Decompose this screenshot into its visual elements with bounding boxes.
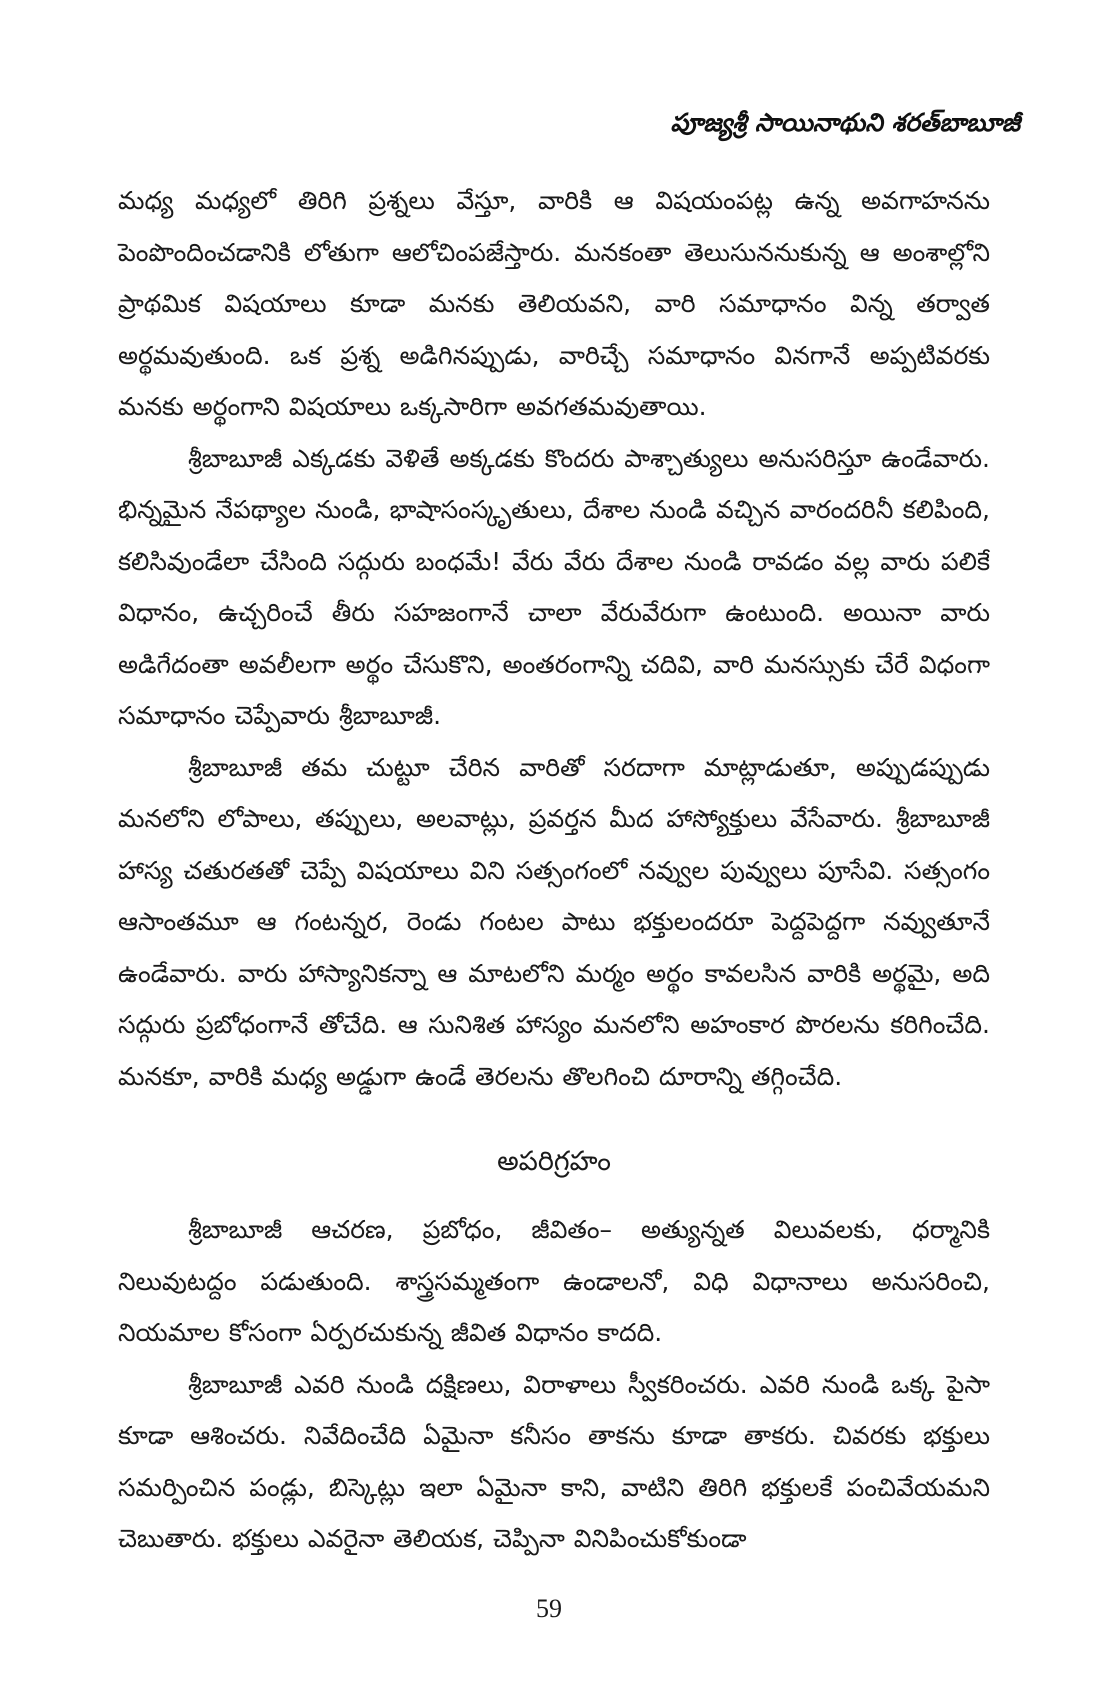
- paragraph: శ్రీబాబూజీ తమ చుట్టూ చేరిన వారితో సరదాగా మాట్లాడుతూ, అప్పుడప్పుడు మనలోని లోపాలు, తప్పులు, అలవాట్లు, ప్రవర్తన మీద హాస్యోక్తులు వేసేవారు. శ్రీబాబూజీ హాస్య చతురతతో చెప్పే విషయాలు విని సత్సంగంలో నవ్వుల పువ్వులు పూసేవి. సత్సంగం ఆసాంతమూ ఆ గంటన్నర, రెండు గంటల పాటు భక్తులందరూ పెద్దపెద్దగా నవ్వుతూనే ఉండేవారు. వారు హాస్యానికన్నా ఆ మాటలోని మర్మం అర్థం కావలసిన వారికి అర్థమై, అది సద్గురు ప్రబోధంగానే తోచేది. ఆ సునిశిత హాస్యం మనలోని అహంకార పొరలను కరిగించేది. మనకూ, వారికి మధ్య అడ్డుగా ఉండే తెరలను తొలగించి దూరాన్ని తగ్గించేది.: [118, 752, 990, 1091]
- paragraph: శ్రీబాబూజీ ఎక్కడకు వెళితే అక్కడకు కొందరు పాశ్చాత్యులు అనుసరిస్తూ ఉండేవారు. భిన్నమైన నేపథ్యాల నుండి, భాషాసంస్కృతులు, దేశాల నుండి వచ్చిన వారందరినీ కలిపింది, కలిసివుండేలా చేసింది సద్గురు బంధమే! వేరు వేరు దేశాల నుండి రావడం వల్ల వారు పలికే విధానం, ఉచ్చరించే తీరు సహజంగానే చాలా వేరువేరుగా ఉంటుంది. అయినా వారు అడిగేదంతా అవలీలగా అర్థం చేసుకొని, అంతరంగాన్ని చదివి, వారి మనస్సుకు చేరే విధంగా సమాధానం చెప్పేవారు శ్రీబాబూజీ.: [118, 443, 990, 730]
- running-header: పూజ్యశ్రీ సాయినాథుని శరత్‌బాబూజీ: [670, 108, 1020, 137]
- section-heading: అపరిగ్రహం: [497, 1146, 611, 1177]
- page-body: [118, 175, 990, 1565]
- page-number: 59: [536, 1594, 562, 1623]
- paragraph: శ్రీబాబూజీ ఆచరణ, ప్రబోధం, జీవితం– అత్యున్నత విలువలకు, ధర్మానికి నిలువుటద్దం పడుతుంది. శాస్త్రసమ్మతంగా ఉండాలనో, విధి విధానాలు అనుసరించి, నియమాల కోసంగా ఏర్పరచుకున్న జీవిత విధానం కాదది.: [118, 1215, 990, 1347]
- paragraph: మధ్య మధ్యలో తిరిగి ప్రశ్నలు వేస్తూ, వారికి ఆ విషయంపట్ల ఉన్న అవగాహనను పెంపొందించడానికి లోతుగా ఆలోచింపజేస్తారు. మనకంతా తెలుసుననుకున్న ఆ అంశాల్లోని ప్రాథమిక విషయాలు కూడా మనకు తెలియవని, వారి సమాధానం విన్న తర్వాత అర్థమవుతుంది. ఒక ప్రశ్న అడిగినప్పుడు, వారిచ్చే సమాధానం వినగానే అప్పటివరకు మనకు అర్థంగాని విషయాలు ఒక్కసారిగా అవగతమవుతాయి.: [118, 186, 990, 421]
- paragraph: శ్రీబాబూజీ ఎవరి నుండి దక్షిణలు, విరాళాలు స్వీకరించరు. ఎవరి నుండి ఒక్క పైసా కూడా ఆశించరు. నివేదించేది ఏమైనా కనీసం తాకను కూడా తాకరు. చివరకు భక్తులు సమర్పించిన పండ్లు, బిస్కెట్లు ఇలా ఏమైనా కాని, వాటిని తిరిగి భక్తులకే పంచివేయమని చెబుతారు. భక్తులు ఎవరైనా తెలియక, చెప్పినా వినిపించుకోకుండా: [118, 1369, 990, 1553]
